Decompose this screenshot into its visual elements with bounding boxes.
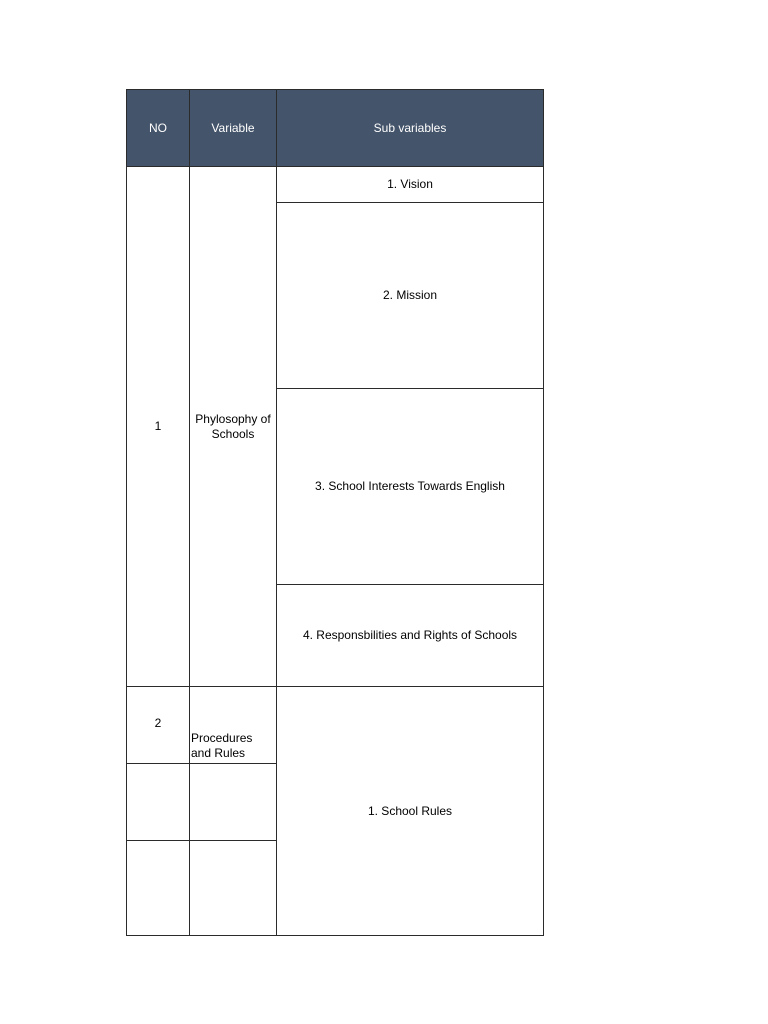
- table-row: [127, 167, 544, 203]
- cell-sub-mission: 2. Mission: [277, 203, 544, 389]
- cell-sub-interests: 3. School Interests Towards English: [277, 389, 544, 585]
- cell-empty: [127, 764, 190, 841]
- cell-no-1: 1: [127, 167, 190, 687]
- cell-sub-school-rules: 1. School Rules: [277, 687, 544, 936]
- header-sub-variables: Sub variables: [277, 90, 544, 167]
- table-header-row: [127, 90, 544, 167]
- cell-variable-philosophy: Phylosophy of Schools: [190, 167, 277, 687]
- cell-sub-responsibilities: 4. Responsbilities and Rights of Schools: [277, 585, 544, 687]
- header-variable: Variable: [190, 90, 277, 167]
- cell-empty: [190, 841, 277, 936]
- cell-empty: [190, 764, 277, 841]
- cell-variable-procedures: Procedures and Rules: [190, 687, 277, 764]
- cell-sub-vision: 1. Vision: [277, 167, 544, 203]
- table-row: [127, 687, 544, 764]
- variables-table: [126, 89, 544, 936]
- header-no: NO: [127, 90, 190, 167]
- cell-no-2: 2: [127, 687, 190, 764]
- cell-empty: [127, 841, 190, 936]
